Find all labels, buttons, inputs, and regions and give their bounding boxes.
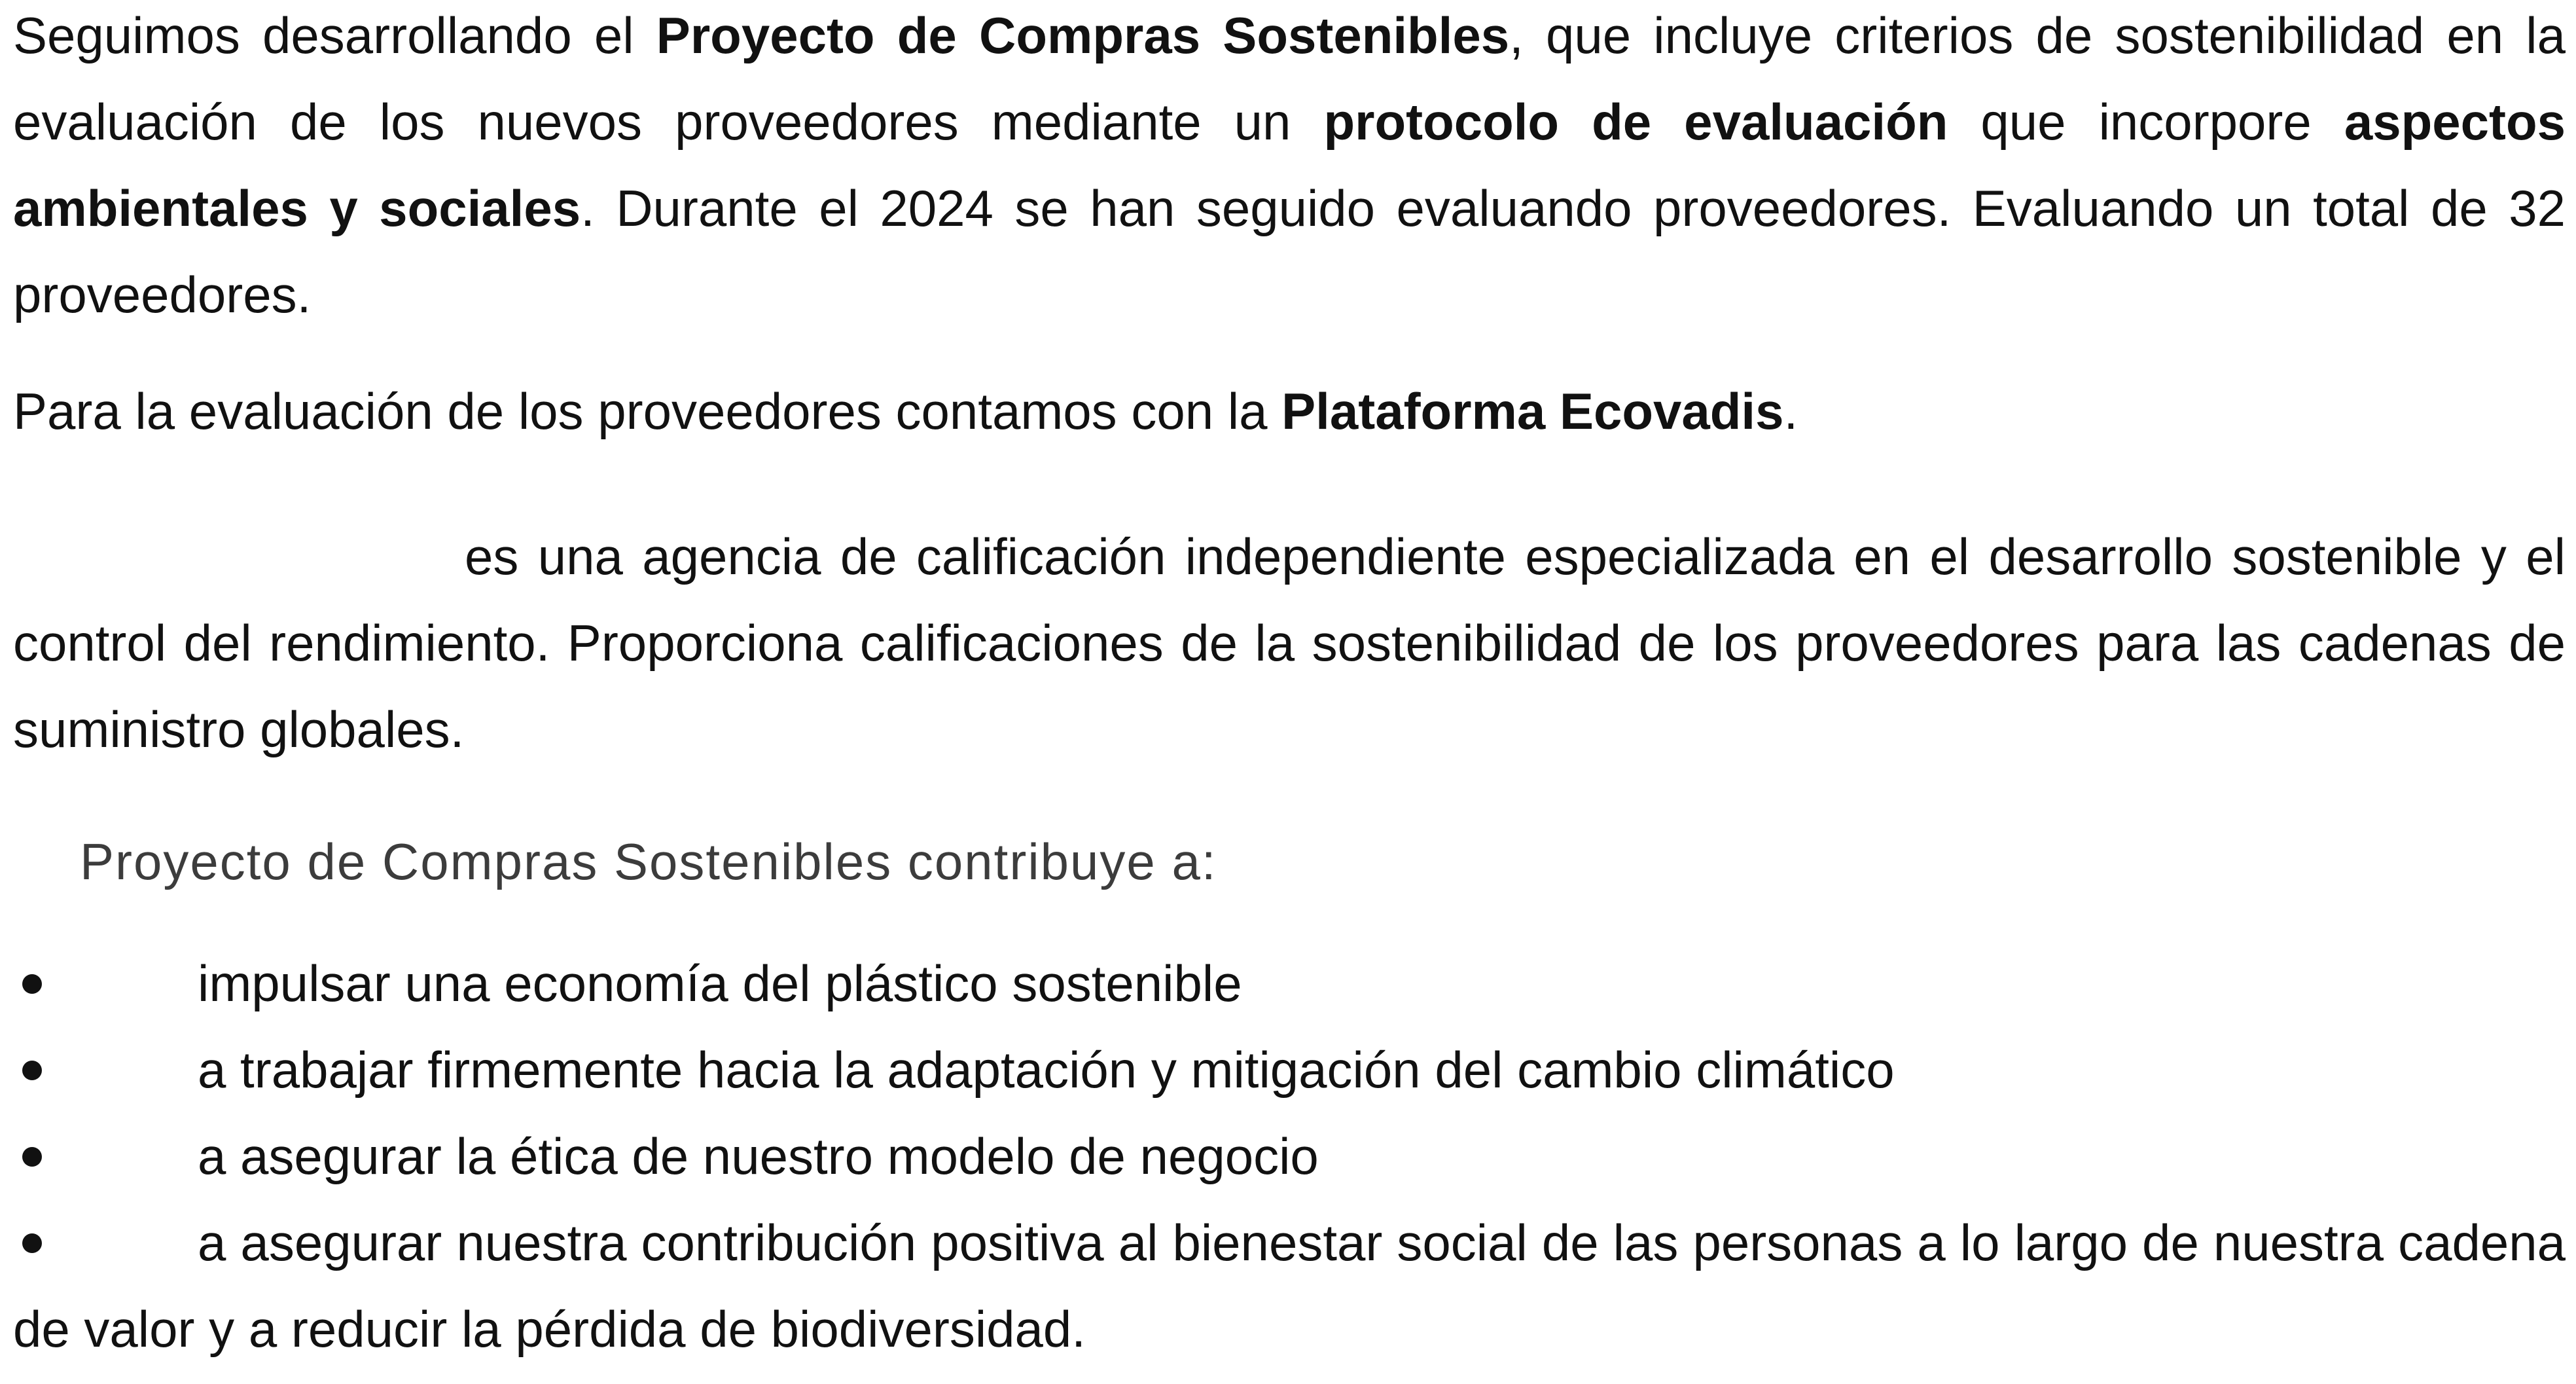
evaluation-protocol-bold: protocolo de evaluación: [1323, 93, 1948, 151]
agency-description-paragraph: es una agencia de calificación independiente especializada en el desarrollo sostenible y el control del rendimiento. Proporciona calificaciones de la sostenibilidad de los proveedores para las cadenas de suministro globales.: [13, 528, 2566, 758]
list-item: [13, 1199, 2566, 1372]
list-item: [13, 1027, 2566, 1113]
bullet-icon: [22, 1061, 42, 1080]
contribution-list: [13, 940, 2566, 1372]
intro-text-2: , que incluye criterios de sostenibilidad en la evaluación de los nuevos proveedores mediante un: [13, 7, 2566, 151]
intro-text-1: Seguimos desarrollando el: [13, 7, 656, 64]
bullet-icon: [22, 1147, 42, 1167]
contribution-intro-paragraph: Proyecto de Compras Sostenibles contribuye a:: [80, 833, 1217, 890]
bullet-icon: [22, 1233, 42, 1253]
list-item-text: a asegurar la ética de nuestro modelo de negocio: [198, 1127, 1319, 1185]
list-item-text: impulsar una economía del plástico sostenible: [198, 955, 1242, 1012]
platform-name-bold: Plataforma Ecovadis: [1281, 382, 1784, 440]
list-item: [13, 1113, 2566, 1199]
list-item-text: a trabajar firmemente hacia la adaptación y mitigación del cambio climático: [198, 1041, 1895, 1099]
platform-text-2: .: [1783, 382, 1798, 440]
bullet-icon: [22, 974, 42, 994]
intro-text-3: que incorpore: [1948, 93, 2344, 151]
platform-text-1: Para la evaluación de los proveedores contamos con la: [13, 382, 1282, 440]
intro-paragraph: [13, 0, 2566, 338]
document-page: [13, 0, 2566, 1372]
project-name-bold: Proyecto de Compras Sostenibles: [656, 7, 1510, 64]
list-item-text: a asegurar nuestra contribución positiva al bienestar social de las personas a lo largo de nuestra cadena de valor y a reducir la pérdida de biodiversidad.: [13, 1214, 2566, 1358]
list-item: [13, 940, 2566, 1027]
platform-paragraph: [13, 368, 2566, 454]
intro-text-4: . Durante el 2024 se han seguido evaluando proveedores. Evaluando un total de 32 proveedores.: [13, 179, 2566, 323]
environmental-social-aspects-bold: aspectos ambientales y sociales: [13, 93, 2566, 237]
